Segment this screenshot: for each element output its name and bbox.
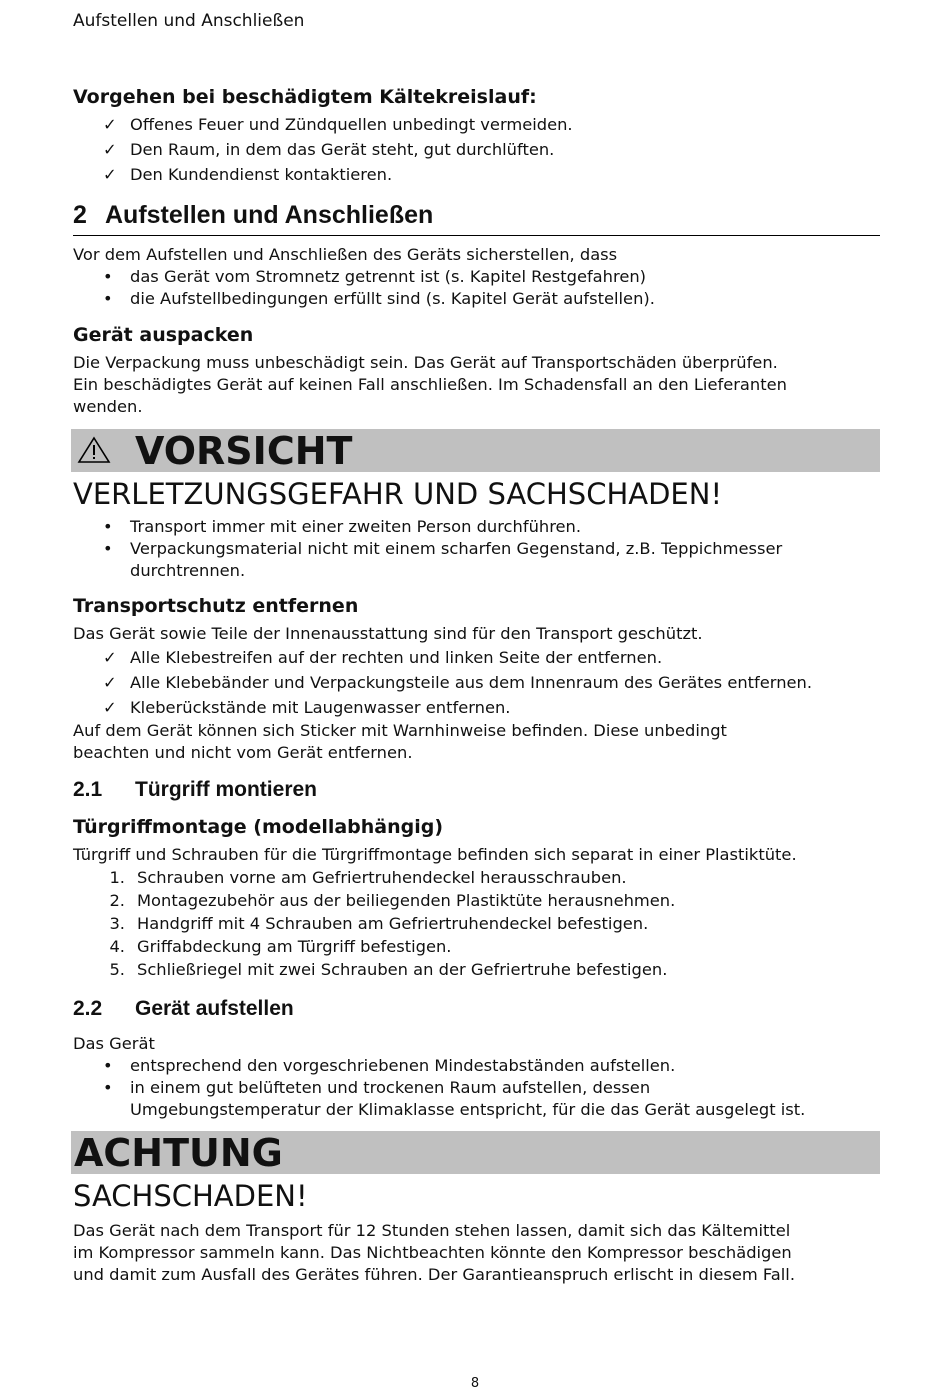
check-icon: ✓ bbox=[103, 165, 117, 184]
list-item: 1. Schrauben vorne am Gefriertruhendeckel herausschrauben. bbox=[109, 868, 627, 887]
handle-mount-steps bbox=[73, 866, 880, 981]
bullet-icon: • bbox=[103, 539, 113, 558]
list-item: • Transport immer mit einer zweiten Person durchführen. bbox=[103, 517, 582, 536]
running-header: Aufstellen und Anschließen bbox=[73, 11, 305, 31]
list-item: 5. Schließriegel mit zwei Schrauben an der Gefriertruhe befestigen. bbox=[109, 960, 668, 979]
section-2-2 bbox=[73, 995, 880, 1121]
unpack-line: Die Verpackung muss unbeschädigt sein. Das Gerät auf Transportschäden überprüfen. bbox=[73, 353, 778, 372]
damaged-circuit-section bbox=[73, 84, 880, 187]
unpack-line: Ein beschädigtes Gerät auf keinen Fall anschließen. Im Schadensfall an den Lieferanten bbox=[73, 375, 787, 394]
list-item: ✓ Alle Klebebänder und Verpackungsteile aus dem Innenraum des Gerätes entfernen. bbox=[73, 670, 880, 695]
attention-hazard: SACHSCHADEN! bbox=[73, 1179, 308, 1213]
bullet-icon: • bbox=[103, 289, 113, 308]
bullet-icon: • bbox=[103, 1078, 113, 1097]
warning-triangle-icon bbox=[77, 436, 111, 468]
bullet-icon: • bbox=[103, 267, 113, 286]
transport-intro: Das Gerät sowie Teile der Innenausstattung sind für den Transport geschützt. bbox=[73, 624, 703, 643]
handle-mount-heading: Türgriffmontage (modellabhängig) bbox=[73, 816, 444, 838]
list-item: Umgebungstemperatur der Klimaklasse entspricht, für die das Gerät ausgelegt ist. bbox=[130, 1100, 806, 1119]
list-item: • entsprechend den vorgeschriebenen Mindestabständen aufstellen. bbox=[103, 1056, 676, 1075]
handle-mount-intro: Türgriff und Schrauben für die Türgriffmontage befinden sich separat in einer Plastiktüte. bbox=[73, 845, 797, 864]
transport-heading: Transportschutz entfernen bbox=[73, 595, 359, 617]
check-icon: ✓ bbox=[103, 140, 117, 159]
list-item: • das Gerät vom Stromnetz getrennt ist (s. Kapitel Restgefahren) bbox=[103, 267, 647, 286]
unpack-heading: Gerät auspacken bbox=[73, 324, 254, 346]
section-2-1 bbox=[73, 776, 880, 981]
bullet-icon: • bbox=[103, 1056, 113, 1075]
attention-block bbox=[73, 1131, 880, 1286]
unpack-section bbox=[73, 322, 880, 418]
check-icon: ✓ bbox=[103, 673, 117, 692]
list-item: ✓ Alle Klebestreifen auf der rechten und linken Seite der entfernen. bbox=[73, 645, 880, 670]
chapter-2 bbox=[73, 199, 880, 310]
damaged-circuit-heading: Vorgehen bei beschädigtem Kältekreislauf: bbox=[73, 86, 537, 108]
attention-line: im Kompressor sammeln kann. Das Nichtbeachten könnte den Kompressor beschädigen bbox=[73, 1243, 792, 1262]
list-item: ✓ Den Kundendienst kontaktieren. bbox=[73, 162, 880, 187]
chapter-intro: Vor dem Aufstellen und Anschließen des Geräts sicherstellen, dass bbox=[73, 245, 618, 264]
list-item: ✓ Offenes Feuer und Zündquellen unbedingt vermeiden. bbox=[73, 112, 880, 137]
transport-section bbox=[73, 593, 880, 764]
damaged-circuit-list bbox=[73, 112, 880, 187]
transport-note: beachten und nicht vom Gerät entfernen. bbox=[73, 743, 413, 762]
caution-block bbox=[73, 429, 880, 582]
attention-label: ACHTUNG bbox=[74, 1131, 283, 1175]
caution-bullets bbox=[73, 516, 880, 582]
caution-label: VORSICHT bbox=[135, 429, 353, 473]
attention-banner bbox=[71, 1131, 880, 1174]
list-item: 2. Montagezubehör aus der beiliegenden Plastiktüte herausnehmen. bbox=[109, 891, 676, 910]
chapter-bullets bbox=[73, 266, 880, 310]
check-icon: ✓ bbox=[103, 698, 117, 717]
section-heading: 2.1 Türgriff montieren bbox=[73, 778, 317, 801]
caution-hazard: VERLETZUNGSGEFAHR UND SACHSCHADEN! bbox=[73, 477, 723, 511]
placement-bullets bbox=[73, 1055, 880, 1121]
list-item: 4. Griffabdeckung am Türgriff befestigen. bbox=[109, 937, 452, 956]
list-item: ✓ Kleberückstände mit Laugenwasser entfernen. bbox=[73, 695, 880, 720]
list-item: • in einem gut belüfteten und trockenen Raum aufstellen, dessen bbox=[103, 1078, 651, 1097]
attention-line: Das Gerät nach dem Transport für 12 Stunden stehen lassen, damit sich das Kältemittel bbox=[73, 1221, 791, 1240]
unpack-line: wenden. bbox=[73, 397, 143, 416]
page-number: 8 bbox=[470, 1376, 480, 1391]
attention-line: und damit zum Ausfall des Gerätes führen. Der Garantieanspruch erlischt in diesem Fall. bbox=[73, 1265, 796, 1284]
list-item: ✓ Den Raum, in dem das Gerät steht, gut durchlüften. bbox=[73, 137, 880, 162]
list-item: • Verpackungsmaterial nicht mit einem scharfen Gegenstand, z.B. Teppichmesser bbox=[103, 539, 783, 558]
section-heading: 2.2 Gerät aufstellen bbox=[73, 997, 294, 1020]
list-item: durchtrennen. bbox=[130, 561, 246, 580]
placement-intro: Das Gerät bbox=[73, 1034, 155, 1053]
chapter-heading: 2 Aufstellen und Anschließen bbox=[73, 199, 880, 236]
check-icon: ✓ bbox=[103, 648, 117, 667]
list-item: • die Aufstellbedingungen erfüllt sind (s. Kapitel Gerät aufstellen). bbox=[103, 289, 655, 308]
transport-list bbox=[73, 645, 880, 720]
check-icon: ✓ bbox=[103, 115, 117, 134]
transport-note: Auf dem Gerät können sich Sticker mit Warnhinweise befinden. Diese unbedingt bbox=[73, 721, 727, 740]
bullet-icon: • bbox=[103, 517, 113, 536]
caution-banner bbox=[71, 429, 880, 472]
list-item: 3. Handgriff mit 4 Schrauben am Gefriertruhendeckel befestigen. bbox=[109, 914, 649, 933]
